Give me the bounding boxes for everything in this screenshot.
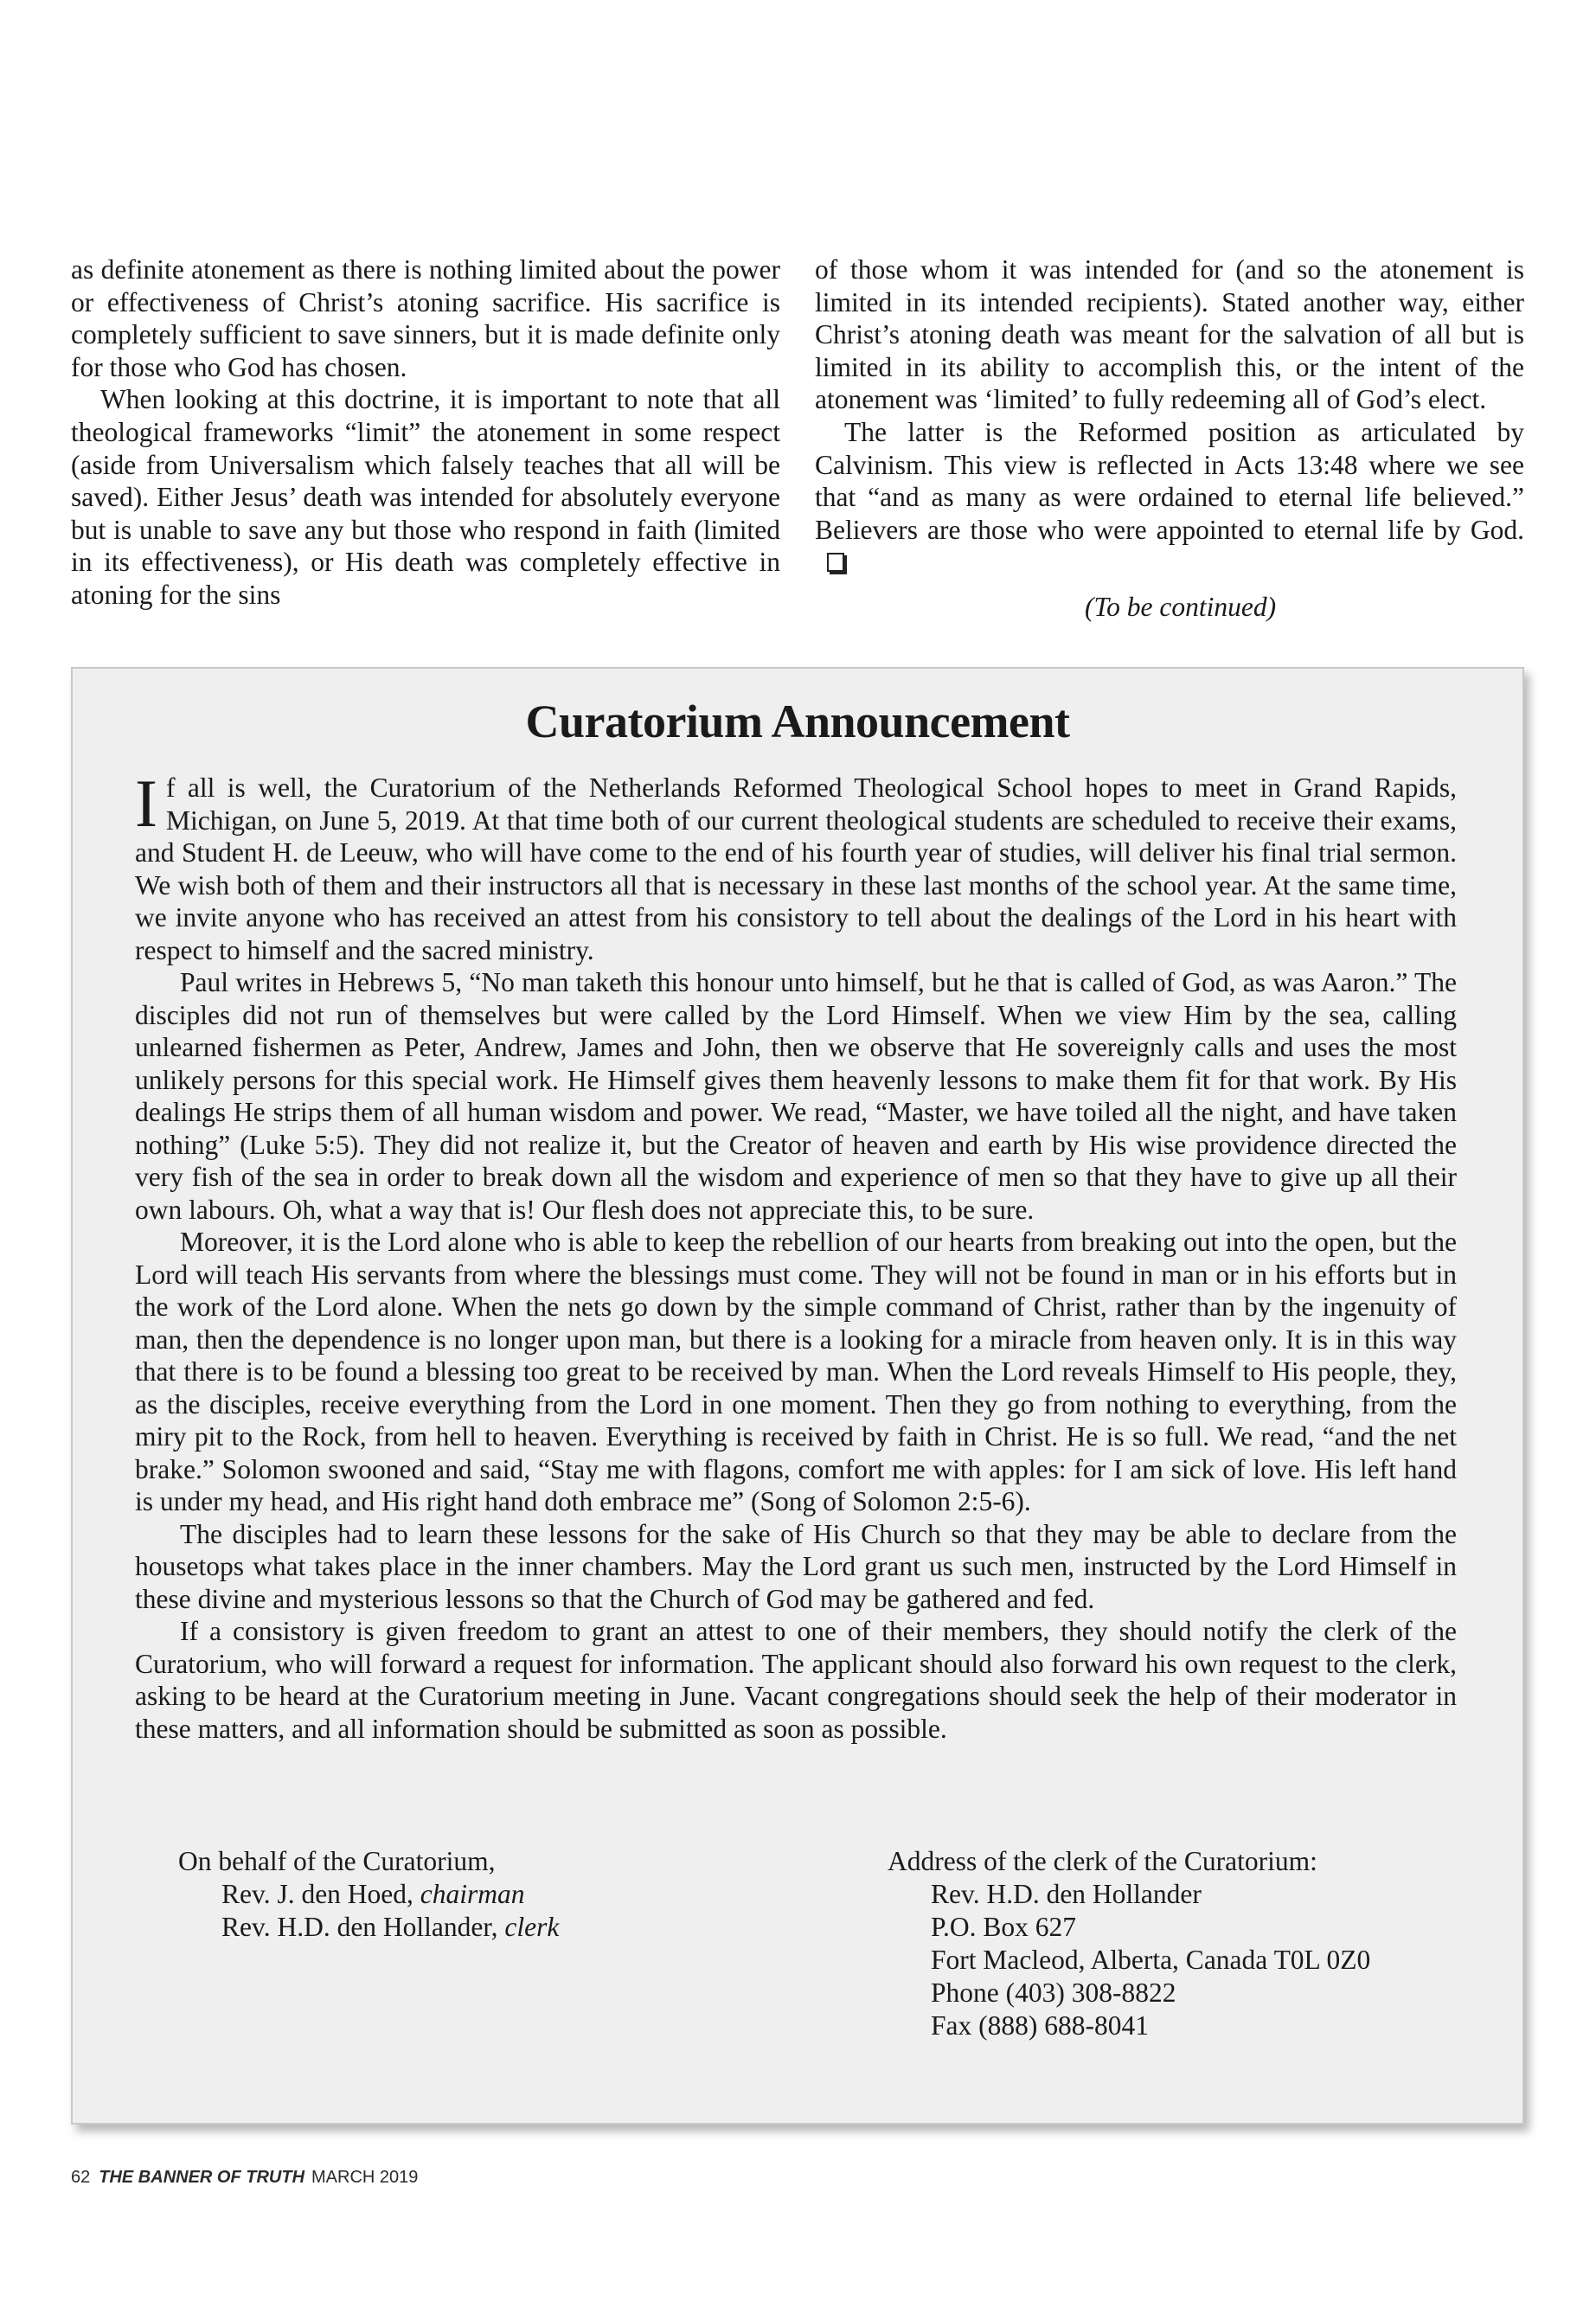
- article-paragraph: of those whom it was intended for (and so the atonement is limited in its intended recipients). Stated another way, either Christ’s atoning death was meant for the salvation of all but is limited in its ability to accomplish this, or the intent of the atonement was ‘limited’ to fully redeeming all of God’s elect.: [815, 254, 1524, 415]
- chairman-name: Rev. J. den Hoed,: [221, 1879, 413, 1909]
- drop-cap: I: [135, 766, 157, 841]
- page-footer: [71, 2168, 418, 2188]
- announcement-paragraph: Paul writes in Hebrews 5, “No man taketh this honour unto himself, but he that is called of God, as was Aaron.” The disciples did not run of themselves but were called by the Lord Himself. When we view Him by the sea, calling unlearned fishermen as Peter, Andrew, James and John, then we observe that He sovereignly calls and uses the most unlikely persons for this special work. He Himself gives them heavenly lessons to make them fit for that work. By His dealings He strips them of all human wisdom and power. We read, “Master, we have toiled all the night, and have taken nothing” (Luke 5:5). They did not realize it, but the Creator of heaven and earth by His wise providence directed the very fish of the sea in order to break down all the wisdom and experience of men so that they have to give up all their own labours. Oh, what a way that is! Our flesh does not appreciate this, to be sure.: [135, 967, 1457, 1225]
- address-line: Rev. H.D. den Hollander: [931, 1879, 1202, 1909]
- issue-date: MARCH 2019: [311, 2168, 419, 2187]
- announcement-paragraph: If a consistory is given freedom to grant an attest to one of their members, they should notify the clerk of the Curatorium, who will forward a request for information. The applicant should also forward his own request to the clerk, asking to be heard at the Curatorium meeting in June. Vacant congregations should seek the help of their moderator in these matters, and all information should be submitted as soon as possible.: [135, 1616, 1457, 1744]
- article-paragraph: When looking at this doctrine, it is important to note that all theological frameworks “limit” the atonement in some respect (aside from Universalism which falsely teaches that all will be saved). Either Jesus’ death was intended for absolutely everyone but is unable to save any but those who respond in faith (limited in its effectiveness), or His death was completely effective in atoning for the sins: [71, 384, 780, 610]
- article-paragraph: as definite atonement as there is nothing limited about the power or effectiveness of Christ’s atoning sacrifice. His sacrifice is completely sufficient to save sinners, but it is made definite only for those who God has chosen.: [71, 254, 780, 382]
- clerk-line: [178, 1911, 784, 1944]
- phone-line: Phone (403) 308-8822: [931, 1977, 1176, 2008]
- chairman-line: [178, 1878, 784, 1911]
- end-of-article-icon: [827, 553, 844, 572]
- clerk-address: [888, 1845, 1493, 2042]
- announcement-title: Curatorium Announcement: [525, 695, 1070, 747]
- publication-name: THE BANNER OF TRUTH: [99, 2168, 305, 2187]
- article-paragraph: [815, 416, 1524, 579]
- fax-line: Fax (888) 688-8041: [931, 2010, 1149, 2041]
- announcement-paragraph: [135, 766, 1457, 966]
- address-line: Fort Macleod, Alberta, Canada T0L 0Z0: [931, 1945, 1371, 1975]
- signatories: [178, 1845, 784, 1944]
- page-number: 62: [71, 2168, 91, 2187]
- clerk-name: Rev. H.D. den Hollander,: [221, 1912, 498, 1942]
- curatorium-announcement-box: [71, 667, 1524, 2125]
- announcement-paragraph: Moreover, it is the Lord alone who is able to keep the rebellion of our hearts from breaking out into the open, but the Lord will teach His servants from where the blessings must come. They will not be found in man or in his efforts but in the work of the Lord alone. When the nets go down by the simple command of Christ, rather than by the ingenuity of man, then the dependence is no longer upon man, but there is a looking for a miracle from heaven only. It is in this way that there is to be found a blessing too great to be received by man. When the Lord reveals Himself to His people, they, as the disciples, receive everything from the Lord in one moment. Then they go from nothing to everything, from the miry pit to the Rock, from hell to heaven. Everything is received by faith in Christ. He is so full. We read, “and the net brake.” Solomon swooned and said, “Stay me with flagons, comfort me with apples: for I am sick of love. His left hand is under my head, and His right hand doth embrace me” (Song of Solomon 2:5-6).: [135, 1227, 1457, 1516]
- announcement-paragraph: The disciples had to learn these lessons for the sake of His Church so that they may be able to declare from the housetops what takes place in the inner chambers. May the Lord grant us such men, instructed by the Lord Himself in these divine and mysterious lessons so that the Church of God may be gathered and fed.: [135, 1518, 1457, 1614]
- address-heading: Address of the clerk of the Curatorium:: [888, 1846, 1317, 1876]
- address-line: P.O. Box 627: [931, 1912, 1077, 1942]
- announcement-body: [135, 766, 1457, 1745]
- article-column-right: [815, 253, 1524, 624]
- chairman-role: chairman: [420, 1879, 525, 1909]
- announcement-paragraph-text: f all is well, the Curatorium of the Netherlands Reformed Theological School hopes to meet in Grand Rapids, Michigan, on June 5, 2019. At that time both of our current theological students are scheduled to receive their exams, and Student H. de Leeuw, who will have come to the end of his fourth year of studies, will deliver his final trial sermon. We wish both of them and their instructors all that is necessary in these last months of the school year. At the same time, we invite anyone who has received an attest from his consistory to tell about the dealings of the Lord in his heart with respect to himself and the sacred ministry.: [135, 772, 1457, 965]
- behalf-line: On behalf of the Curatorium,: [178, 1846, 496, 1876]
- article-paragraph-text: The latter is the Reformed position as articulated by Calvinism. This view is reflected in Acts 13:48 where we see that “and as many as were ordained to eternal life believed.” Believers are those who were appointed to eternal life by God.: [815, 416, 1524, 545]
- article-column-left: [71, 253, 780, 612]
- to-be-continued-note: (To be continued): [1085, 591, 1277, 622]
- clerk-role: clerk: [504, 1912, 560, 1942]
